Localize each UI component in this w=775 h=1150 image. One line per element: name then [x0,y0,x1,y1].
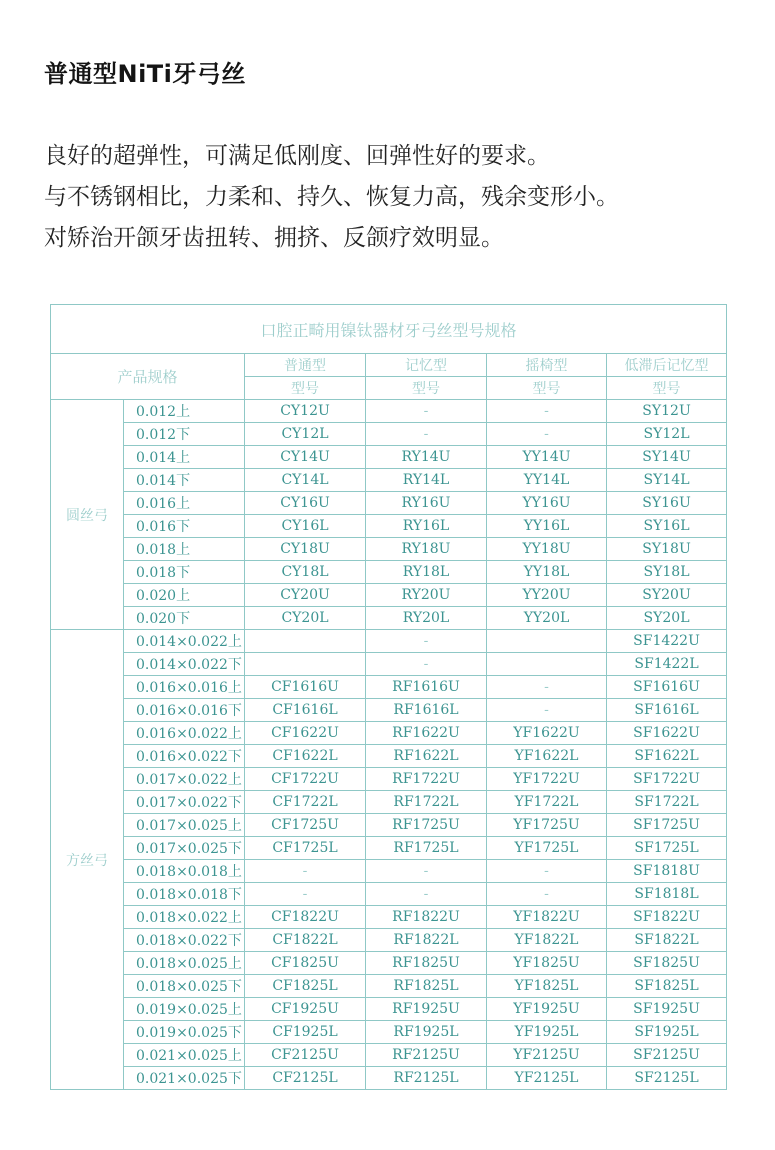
size-cell: 0.018×0.022下 [124,929,245,952]
model-cell: SY20L [607,607,727,630]
size-cell: 0.014上 [124,446,245,469]
table-row [51,1067,727,1090]
table-row [51,860,727,883]
size-cell: 0.018×0.018上 [124,860,245,883]
size-cell: 0.012上 [124,400,245,423]
size-cell: 0.017×0.025下 [124,837,245,860]
model-cell: - [487,883,607,906]
model-cell: CF1822U [245,906,366,929]
table-row [51,975,727,998]
table-row [51,423,727,446]
table-row [51,998,727,1021]
table-row [51,400,727,423]
size-cell: 0.014×0.022下 [124,653,245,676]
model-cell: YY14U [487,446,607,469]
model-cell: CF1622L [245,745,366,768]
model-cell: CF1825L [245,975,366,998]
spec-header: 产品规格 [51,354,245,400]
size-cell: 0.016上 [124,492,245,515]
table-row [51,906,727,929]
table-row [51,745,727,768]
model-cell: - [245,883,366,906]
model-cell: CF2125L [245,1067,366,1090]
model-cell: SF1822U [607,906,727,929]
description [44,136,619,259]
model-cell: SF2125L [607,1067,727,1090]
size-cell: 0.016×0.016上 [124,676,245,699]
size-cell: 0.020下 [124,607,245,630]
size-cell: 0.016下 [124,515,245,538]
model-cell: RY20U [366,584,487,607]
model-cell: SF1818L [607,883,727,906]
model-cell: RF1622U [366,722,487,745]
model-cell: RF1616U [366,676,487,699]
size-cell: 0.021×0.025下 [124,1067,245,1090]
model-cell: CY14U [245,446,366,469]
model-cell: - [487,423,607,446]
model-cell: RF1725U [366,814,487,837]
table-row [51,515,727,538]
model-cell: SY16L [607,515,727,538]
size-cell: 0.016×0.016下 [124,699,245,722]
model-cell: YF1925L [487,1021,607,1044]
size-cell: 0.016×0.022下 [124,745,245,768]
table-row [51,722,727,745]
model-cell: - [366,883,487,906]
model-cell: SF2125U [607,1044,727,1067]
model-cell: - [366,400,487,423]
model-cell: YF1822U [487,906,607,929]
model-cell: RF1825L [366,975,487,998]
model-cell: RF1822L [366,929,487,952]
table-row [51,883,727,906]
model-cell: CF1722L [245,791,366,814]
model-cell: SF1722U [607,768,727,791]
model-cell: CF1616U [245,676,366,699]
model-cell: - [366,423,487,446]
model-cell: CF1925L [245,1021,366,1044]
column-subheader: 型号 [366,377,487,400]
model-cell: CY16U [245,492,366,515]
model-cell: RY14U [366,446,487,469]
model-cell: CF1925U [245,998,366,1021]
model-cell: YF1825U [487,952,607,975]
model-cell: - [487,860,607,883]
model-cell: SF1822L [607,929,727,952]
column-header: 摇椅型 [487,354,607,377]
model-cell: CY12L [245,423,366,446]
size-cell: 0.014×0.022上 [124,630,245,653]
size-cell: 0.014下 [124,469,245,492]
size-cell: 0.018×0.022上 [124,906,245,929]
model-cell: CF2125U [245,1044,366,1067]
size-cell: 0.018下 [124,561,245,584]
table-row [51,630,727,653]
column-header: 低滞后记忆型 [607,354,727,377]
model-cell [487,653,607,676]
model-cell: YY16L [487,515,607,538]
model-cell: RF1925L [366,1021,487,1044]
model-cell: YY16U [487,492,607,515]
description-line: 对矫治开颌牙齿扭转、拥挤、反颌疗效明显。 [44,225,504,251]
table-row [51,1044,727,1067]
model-cell: YF1722L [487,791,607,814]
model-cell: RF1822U [366,906,487,929]
model-cell: SF1925L [607,1021,727,1044]
table-row [51,1021,727,1044]
model-cell: CY14L [245,469,366,492]
model-cell: SY14U [607,446,727,469]
model-cell: YF1622U [487,722,607,745]
model-cell: RF1725L [366,837,487,860]
table-header-row [51,354,727,377]
model-cell: YF1725U [487,814,607,837]
model-cell: YF1822L [487,929,607,952]
model-cell: SF1622L [607,745,727,768]
model-cell: CF1725L [245,837,366,860]
model-cell: YY20L [487,607,607,630]
model-cell: - [366,653,487,676]
table-row [51,653,727,676]
group-label: 方丝弓 [51,630,124,1090]
model-cell: YF1622L [487,745,607,768]
model-cell: SF1925U [607,998,727,1021]
model-cell: CF1622U [245,722,366,745]
model-cell: SY18L [607,561,727,584]
table-row [51,446,727,469]
model-cell: CY18L [245,561,366,584]
model-cell: SY12L [607,423,727,446]
table-row [51,607,727,630]
model-cell [487,630,607,653]
model-cell: - [487,699,607,722]
model-cell: SF1725U [607,814,727,837]
model-cell: RY20L [366,607,487,630]
model-cell: - [245,860,366,883]
model-cell: CY16L [245,515,366,538]
model-cell: SY18U [607,538,727,561]
model-cell: YF1722U [487,768,607,791]
model-cell: RF2125U [366,1044,487,1067]
table-row [51,676,727,699]
spec-table [50,304,727,1090]
description-line: 良好的超弹性，可满足低刚度、回弹性好的要求。 [44,143,550,169]
model-cell: SF1722L [607,791,727,814]
size-cell: 0.017×0.025上 [124,814,245,837]
model-cell: YY14L [487,469,607,492]
column-subheader: 型号 [487,377,607,400]
size-cell: 0.018×0.025下 [124,975,245,998]
model-cell: CF1725U [245,814,366,837]
model-cell [245,653,366,676]
model-cell: YF1825L [487,975,607,998]
model-cell: CY20L [245,607,366,630]
model-cell: RY16L [366,515,487,538]
model-cell: SF1825U [607,952,727,975]
model-cell: CF1825U [245,952,366,975]
model-cell: RF1722L [366,791,487,814]
size-cell: 0.018×0.018下 [124,883,245,906]
model-cell: RY18L [366,561,487,584]
model-cell: SF1422L [607,653,727,676]
model-cell: CF1722U [245,768,366,791]
group-label: 圆丝弓 [51,400,124,630]
size-cell: 0.017×0.022下 [124,791,245,814]
table-row [51,768,727,791]
size-cell: 0.019×0.025上 [124,998,245,1021]
size-cell: 0.020上 [124,584,245,607]
size-cell: 0.016×0.022上 [124,722,245,745]
model-cell: CF1822L [245,929,366,952]
model-cell: RF2125L [366,1067,487,1090]
description-line: 与不锈钢相比，力柔和、持久、恢复力高，残余变形小。 [44,184,619,210]
model-cell: SY14L [607,469,727,492]
table-row [51,699,727,722]
table-row [51,492,727,515]
model-cell: CF1616L [245,699,366,722]
column-subheader: 型号 [245,377,366,400]
size-cell: 0.018×0.025上 [124,952,245,975]
table-caption-row [51,305,727,354]
model-cell: YF1925U [487,998,607,1021]
size-cell: 0.018上 [124,538,245,561]
model-cell: SY20U [607,584,727,607]
model-cell: RY18U [366,538,487,561]
model-cell: SF1616L [607,699,727,722]
table-row [51,952,727,975]
table-row [51,814,727,837]
model-cell: - [366,860,487,883]
table-row [51,584,727,607]
model-cell: SY12U [607,400,727,423]
column-subheader: 型号 [607,377,727,400]
model-cell: SF1725L [607,837,727,860]
model-cell: YY18L [487,561,607,584]
model-cell: RF1622L [366,745,487,768]
table-row [51,837,727,860]
model-cell [245,630,366,653]
model-cell: SF1422U [607,630,727,653]
size-cell: 0.021×0.025上 [124,1044,245,1067]
model-cell: SF1818U [607,860,727,883]
page-title: 普通型NiTi牙弓丝 [44,60,246,88]
table-row [51,929,727,952]
model-cell: CY20U [245,584,366,607]
model-cell: - [487,400,607,423]
model-cell: CY18U [245,538,366,561]
model-cell: YF1725L [487,837,607,860]
model-cell: RF1616L [366,699,487,722]
size-cell: 0.017×0.022上 [124,768,245,791]
size-cell: 0.012下 [124,423,245,446]
model-cell: RY16U [366,492,487,515]
model-cell: SY16U [607,492,727,515]
table-row [51,561,727,584]
model-cell: YF2125U [487,1044,607,1067]
table-row [51,791,727,814]
model-cell: CY12U [245,400,366,423]
column-header: 记忆型 [366,354,487,377]
model-cell: SF1622U [607,722,727,745]
model-cell: RY14L [366,469,487,492]
table-row [51,538,727,561]
model-cell: RF1722U [366,768,487,791]
model-cell: RF1925U [366,998,487,1021]
model-cell: - [487,676,607,699]
table-caption: 口腔正畸用镍钛器材牙弓丝型号规格 [51,305,727,354]
model-cell: RF1825U [366,952,487,975]
model-cell: YY18U [487,538,607,561]
model-cell: SF1825L [607,975,727,998]
column-header: 普通型 [245,354,366,377]
model-cell: YF2125L [487,1067,607,1090]
model-cell: SF1616U [607,676,727,699]
model-cell: - [366,630,487,653]
model-cell: YY20U [487,584,607,607]
size-cell: 0.019×0.025下 [124,1021,245,1044]
table-row [51,469,727,492]
